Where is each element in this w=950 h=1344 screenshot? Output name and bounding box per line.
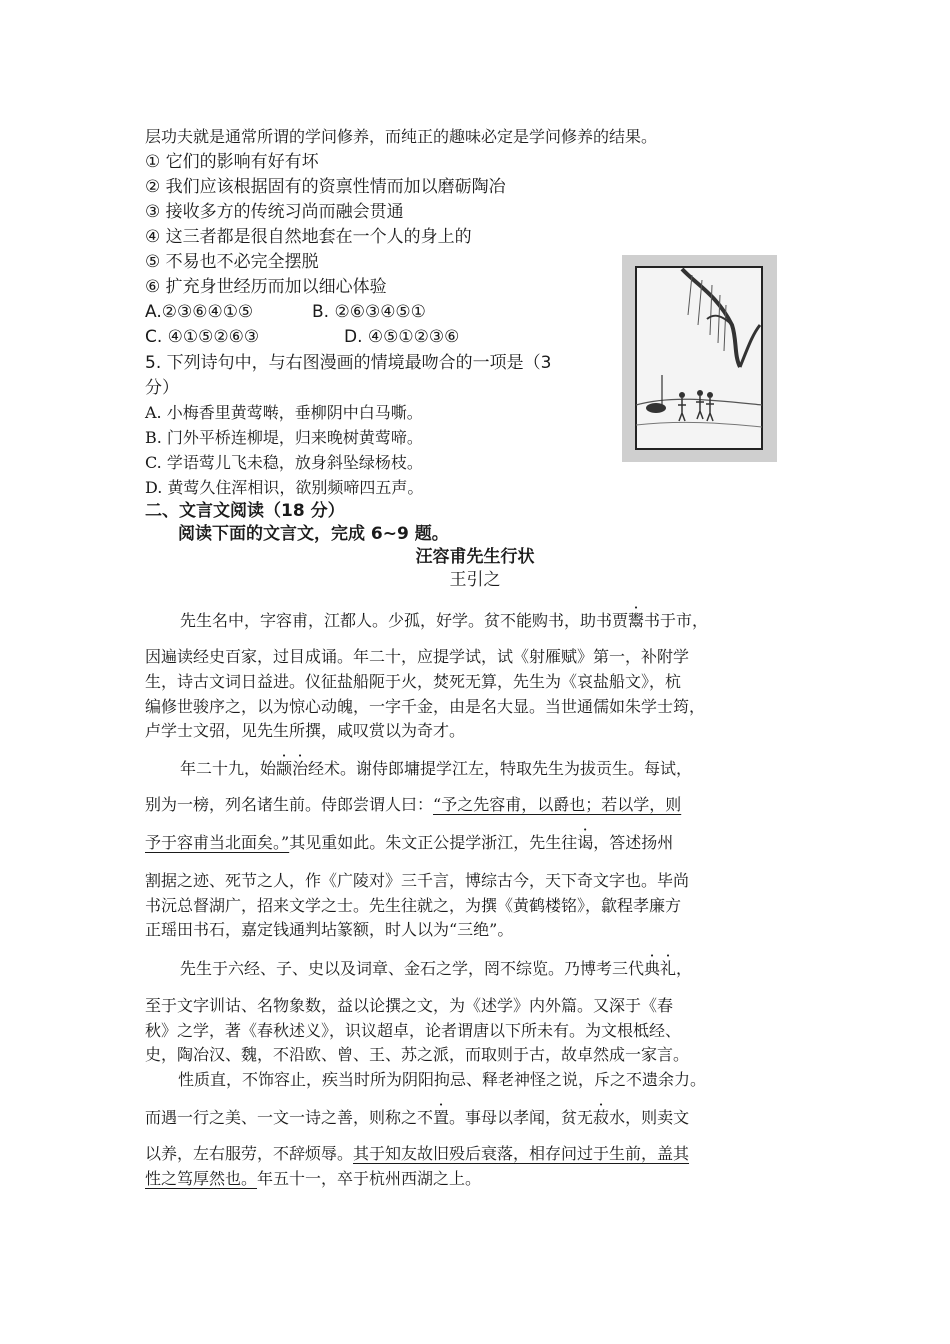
p1-line-1: 先生名中，字容甫，江都人。少孤，好学。贫不能购书，助书贾鬻书于市， <box>180 611 709 630</box>
p2-line-2: 别为一榜，列名诸生前。侍郎尝谓人曰：“予之先容甫，以爵也；若以学，则 <box>145 795 682 814</box>
p2-line-5: 书沅总督湖广，招来文学之士。先生往就之，为撰《黄鹤楼铭》，歙程孝廉方 <box>145 896 682 915</box>
sentence-item-1: ① 它们的影响有好有坏 <box>145 152 319 172</box>
emphasis-char: 菽 <box>593 1108 610 1127</box>
p4-line-1: 性质直，不饰容止，疾当时所为阴阳拘忌、释老神怪之说，斥之不遗余力。 <box>178 1070 707 1089</box>
answer-option-b: B. ②⑥③④⑤① <box>312 302 426 322</box>
question-5-stem: 5. 下列诗句中，与右图漫画的情境最吻合的一项是（3 <box>145 353 552 373</box>
sentence-item-5: ⑤ 不易也不必完全摆脱 <box>145 252 319 272</box>
sentence-item-2: ② 我们应该根据固有的资禀性情而加以磨砺陶冶 <box>145 177 506 197</box>
section-2-instruction: 阅读下面的文言文，完成 6~9 题。 <box>178 524 449 544</box>
q5-choice-a: A. 小梅香里黄莺啭，垂柳阴中白马嘶。 <box>145 403 423 422</box>
answer-option-a: A.②③⑥④①⑤ <box>145 302 254 322</box>
emphasis-char: 置 <box>433 1108 450 1127</box>
question-5-stem-cont: 分） <box>145 378 179 398</box>
p2-line-6: 正瑶田书石，嘉定钱通判坫篆额，时人以为“三绝”。 <box>145 920 514 939</box>
emphasis-char: 礼 <box>660 959 677 978</box>
p4-line-2: 而遇一行之美、一文一诗之善，则称之不置。事母以孝闻，贫无菽水，则卖文 <box>145 1108 690 1127</box>
emphasis-char: 鬻 <box>628 611 645 630</box>
p1-line-3: 生，诗古文词日益进。仪征盐船阨于火，焚死无算，先生为《哀盐船文》，杭 <box>145 672 682 691</box>
underlined-sentence: 其于知友故旧殁后衰落，相存问过于生前，盖其 <box>353 1144 690 1163</box>
continued-passage-line: 层功夫就是通常所谓的学问修养，而纯正的趣味必定是学问修养的结果。 <box>145 127 658 146</box>
p1-line-2: 因遍读经史百家，过目成诵。年二十，应提学试，试《射雁赋》第一，补附学 <box>145 647 690 666</box>
passage-title: 汪容甫先生行状 <box>415 547 535 567</box>
sentence-item-6: ⑥ 扩充身世经历而加以细心体验 <box>145 277 387 297</box>
comic-illustration <box>622 255 777 462</box>
p4-line-3: 以养，左右服劳，不辞烦辱。其于知友故旧殁后衰落，相存问过于生前，盖其 <box>145 1144 690 1163</box>
emphasis-char: 谒 <box>577 833 594 852</box>
q5-choice-c: C. 学语莺儿飞未稳，放身斜坠绿杨枝。 <box>145 453 423 472</box>
p3-line-1: 先生于六经、子、史以及词章、金石之学，罔不综览。乃博考三代典礼， <box>180 959 693 978</box>
q5-choice-d: D. 黄莺久住浑相识，欲别频啼四五声。 <box>145 478 424 497</box>
sentence-item-4: ④ 这三者都是很自然地套在一个人的身上的 <box>145 227 472 247</box>
emphasis-char: 典 <box>644 959 661 978</box>
section-2-heading: 二、文言文阅读（18 分） <box>145 501 345 521</box>
underlined-sentence: 性之笃厚然也。 <box>145 1169 258 1188</box>
p3-line-2: 至于文字训诂、名物象数，益以论撰之文，为《述学》内外篇。又深于《春 <box>145 996 674 1015</box>
q5-choice-b: B. 门外平桥连柳堤，归来晚树黄莺啼。 <box>145 428 423 447</box>
p1-line-5: 卢学士文弨，见先生所撰，咸叹赏以为奇才。 <box>145 721 466 740</box>
passage-author: 王引之 <box>449 570 501 590</box>
p1-line-4: 编修世骏序之，以为惊心动魄，一字千金，由是名大显。当世通儒如朱学士筠， <box>145 697 706 716</box>
emphasis-char: 颛 <box>276 759 293 778</box>
emphasis-char: 治 <box>292 759 309 778</box>
p2-line-1: 年二十九，始颛治经术。谢侍郎墉提学江左，特取先生为拔贡生。每试， <box>180 759 693 778</box>
sentence-item-3: ③ 接收多方的传统习尚而融会贯通 <box>145 202 404 222</box>
p3-line-3: 秋》之学，著《春秋述义》，识议超卓，论者谓唐以下所未有。为文根柢经、 <box>145 1021 682 1040</box>
p2-line-3: 予于容甫当北面矣。”其见重如此。朱文正公提学浙江，先生往谒，答述扬州 <box>145 833 674 852</box>
p3-line-4: 史，陶冶汉、魏，不沿欧、曾、王、苏之派，而取则于古，故卓然成一家言。 <box>145 1045 690 1064</box>
underlined-sentence: 予于容甫当北面矣。” <box>145 833 290 852</box>
answer-option-c: C. ④①⑤②⑥③ <box>145 327 260 347</box>
p2-line-4: 割据之迹、死节之人，作《广陵对》三千言，博综古今，天下奇文字也。毕尚 <box>145 871 690 890</box>
answer-option-d: D. ④⑤①②③⑥ <box>344 327 460 347</box>
p4-line-4: 性之笃厚然也。年五十一，卒于杭州西湖之上。 <box>145 1169 482 1188</box>
underlined-sentence: “予之先容甫，以爵也；若以学，则 <box>433 795 682 814</box>
